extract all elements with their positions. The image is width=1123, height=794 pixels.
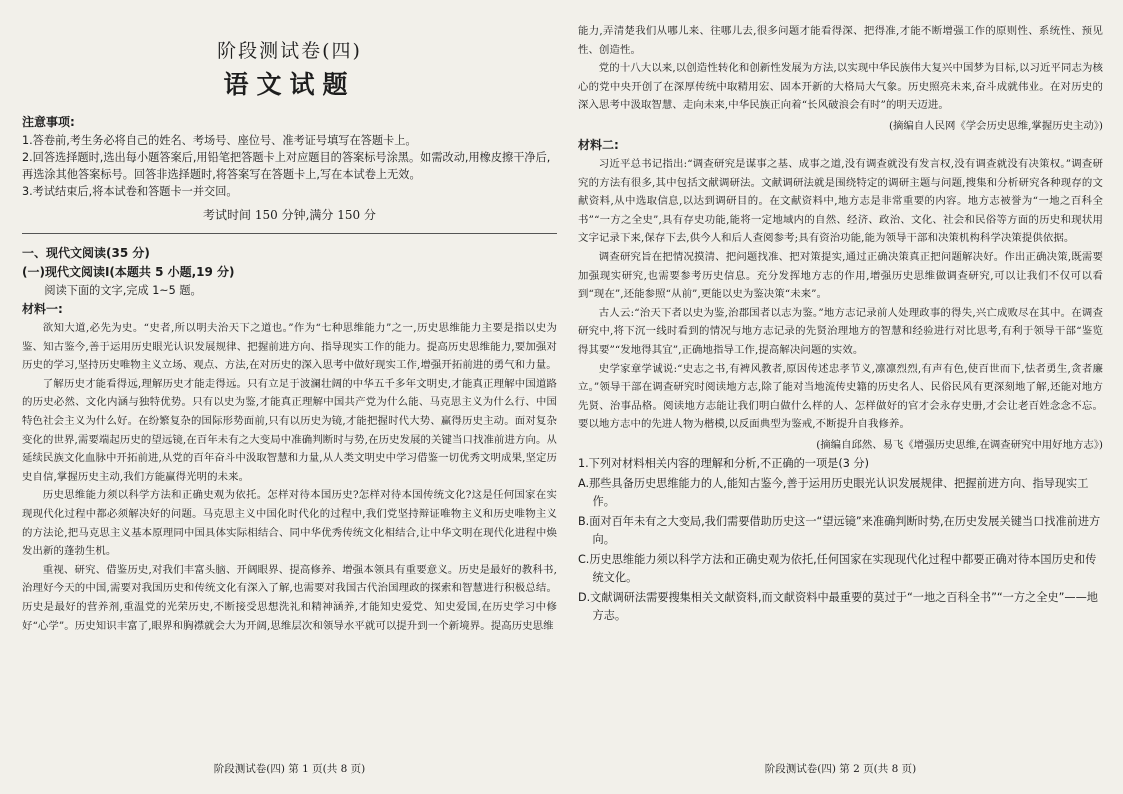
option-d: D.文献调研法需要搜集相关文献资料,而文献资料中最重要的莫过于“一地之百科全书”“一方之全史”——地方志。 — [578, 590, 1098, 622]
paragraph: 了解历史才能看得远,理解历史才能走得远。只有立足于波澜壮阔的中华五千多年文明史,才能真正理解中国道路的历史必然、文化内涵与独特优势。只有以史为鉴,才能真正理解中国共产党为什么能、马克思主义为什么行、中国特色社会主义为什么好。在纷繁复杂的国际形势面前,只有以历史为镜,才能把握时代大势、赢得历史主动。面对复杂变化的世界,需要端起历史的望远镜,在百年未有之大变局中准确判断时与势,在历史发展的关键当口找准前进方向。从延续民族文化血脉中开拓前进,从党的百年奋斗中汲取智慧和力量,从人类文明史中学习借鉴一切优秀文明成果,坚定历史自信,掌握历史主动,我们方能赢得光明的未来。 — [22, 377, 557, 483]
question-1: 1.下列对材料相关内容的理解和分析,不正确的一项是(3 分) — [578, 456, 869, 470]
subsection-title: (一)现代文阅读Ⅰ(本题共 5 小题,19 分) — [22, 265, 235, 279]
option-a: A.那些具备历史思维能力的人,能知古鉴今,善于运用历史眼光认识发展规律、把握前进方向、指导现实工作。 — [578, 476, 1089, 508]
page-2 — [578, 22, 1103, 782]
paragraph: 历史思维能力须以科学方法和正确史观为依托。怎样对待本国历史?怎样对待本国传统文化?这是任何国家在实现现代化过程中都必须解决好的问题。马克思主义中国化时代化的过程中,我们党坚持辩证唯物主义和历史唯物主义的方法论,把马克思主义基本原理同中国具体实际相结合、同中华优秀传统文化相结合,让中华文明在现代化进程中焕发出新的蓬勃生机。 — [22, 489, 557, 558]
paragraph: 能力,弄清楚我们从哪儿来、往哪儿去,很多问题才能看得深、把得准,才能不断增强工作的原则性、系统性、预见性、创造性。 — [578, 25, 1103, 56]
source-citation: (摘编自人民网《学会历史思维,掌握历史主动》) — [888, 119, 1103, 132]
paragraph: 古人云:“治天下者以史为鉴,治郡国者以志为鉴。”地方志记录前人处理政事的得失,兴亡成败尽在其中。在调查研究中,将下沉一线时看到的情况与地方志记录的先贤治理地方的智慧和经验进行对比思考,有利于领导干部“鉴览得其要”“发地得其宜”,正确地指导工作,提高解决问题的实效。 — [578, 306, 1103, 356]
paragraph: 史学家章学诚说:“史志之书,有裨风教者,原因传述忠孝节义,凛凛烈烈,有声有色,使百世而下,怯者勇生,贪者廉立。”领导干部在调查研究时阅读地方志,除了能对当地流传史籍的历史名人、民俗民风有更深刻地了解,还能对地方先贤、治事品格。阅读地方志能让我们明白做什么样的人、怎样做好的官才会永存史册,才会让老百姓念念不忘。要以地方志中的先进人物为楷模,以反面典型为鉴戒,不断提升自我修养。 — [578, 362, 1103, 431]
reading-instruction: 阅读下面的文字,完成 1~5 题。 — [44, 284, 202, 297]
page-footer: 阶段测试卷(四) 第 2 页(共 8 页) — [764, 763, 917, 775]
page-footer: 阶段测试卷(四) 第 1 页(共 8 页) — [213, 763, 366, 775]
material-1-label: 材料一: — [22, 302, 63, 316]
notice-heading: 注意事项: — [22, 115, 75, 129]
divider — [22, 233, 557, 234]
paragraph: 党的十八大以来,以创造性转化和创新性发展为方法,以实现中华民族伟大复兴中国梦为目标,以习近平同志为核心的党中央开创了在深厚传统中取精用宏、固本开新的大格局大气象。历史照亮未来,奋斗成就伟业。在对历史的深入思考中汲取智慧、走向未来,中华民族正向着“长风破浪会有时”的明天迈进。 — [578, 62, 1103, 112]
exam-subtitle: 阶段测试卷(四) — [217, 40, 362, 62]
material-2-label: 材料二: — [578, 137, 619, 152]
source-citation: (摘编自邱然、易飞《增强历史思维,在调查研究中用好地方志》) — [816, 438, 1103, 451]
notice-item: 2.回答选择题时,选出每小题答案后,用铅笔把答题卡上对应题目的答案标号涂黑。如需改动,用橡皮擦干净后,再选涂其他答案标号。回答非选择题时,将答案写在答题卡上,写在本试卷上无效。 — [22, 151, 551, 181]
option-b: B.面对百年未有之大变局,我们需要借助历史这一“望远镜”来准确判断时势,在历史发展关键当口找准前进方向。 — [578, 514, 1101, 546]
paragraph: 重视、研究、借鉴历史,对我们丰富头脑、开阔眼界、提高修养、增强本领具有重要意义。历史是最好的教科书,治理好今天的中国,需要对我国历史和传统文化有深入了解,也需要对我国古代治国理政的探索和智慧进行积极总结。历史是最好的营养剂,重温党的光荣历史,不断接受思想洗礼和精神涵养,才能知史爱党、知史爱国,在历史学习中修好“心学”。历史知识丰富了,眼界和胸襟就会大为开阔,思维层次和领导水平就可以提升到一个新境界。提高历史思维 — [22, 563, 557, 632]
exam-title: 语文试题 — [223, 70, 356, 99]
option-c: C.历史思维能力须以科学方法和正确史观为依托,任何国家在实现现代化过程中都要正确对待本国历史和传统文化。 — [578, 552, 1097, 584]
notice-item: 3.考试结束后,将本试卷和答题卡一并交回。 — [22, 185, 238, 198]
paragraph: 欲知大道,必先为史。“史者,所以明夫治天下之道也。”作为“七种思维能力”之一,历史思维能力主要是指以史为鉴、知古鉴今,善于运用历史眼光认识发展规律、把握前进方向、指导现实工作的能力。提高历史思维能力,要加强对历史的学习,坚持历史唯物主义立场、观点、方法,在对历史的深入思考中做好现实工作,增强开拓前进的勇气和力量。 — [22, 322, 557, 372]
paragraph: 调查研究旨在把情况摸清、把问题找准、把对策提实,通过正确决策真正把问题解决好。作出正确决策,既需要加强现实研究,也需要参考历史信息。充分发挥地方志的作用,增强历史思维做调查研究,可以让我们不仅可以看到“现在”,还能参照“从前”,更能以史为鉴决策“未来”。 — [578, 250, 1103, 301]
section-title: 一、现代文阅读(35 分) — [22, 246, 150, 260]
exam-time: 考试时间 150 分钟,满分 150 分 — [203, 208, 376, 222]
paragraph: 习近平总书记指出:“调查研究是谋事之基、成事之道,没有调查就没有发言权,没有调查就没有决策权。”调查研究的方法有很多,其中包括文献调研法。文献调研法就是围绕特定的调研主题与问题,搜集和分析研究各种现存的文献资料,从中选取信息,以达到调研目的。在文献资料中,地方志是非常重要的内容。地方志被誉为“一地之百科全书”“一方之全史”,具有存史功能,能将一定地域内的自然、经济、政治、文化、社会和民俗等方面的历史和现状用文字记录下来,保存下去,供今人和后人查阅参考;具有资治功能,能为领导干部和决策机构科学决策提供依据。 — [578, 157, 1103, 245]
page-1 — [22, 22, 557, 782]
notice-item: 1.答卷前,考生务必将自己的姓名、考场号、座位号、准考证号填写在答题卡上。 — [22, 134, 417, 147]
